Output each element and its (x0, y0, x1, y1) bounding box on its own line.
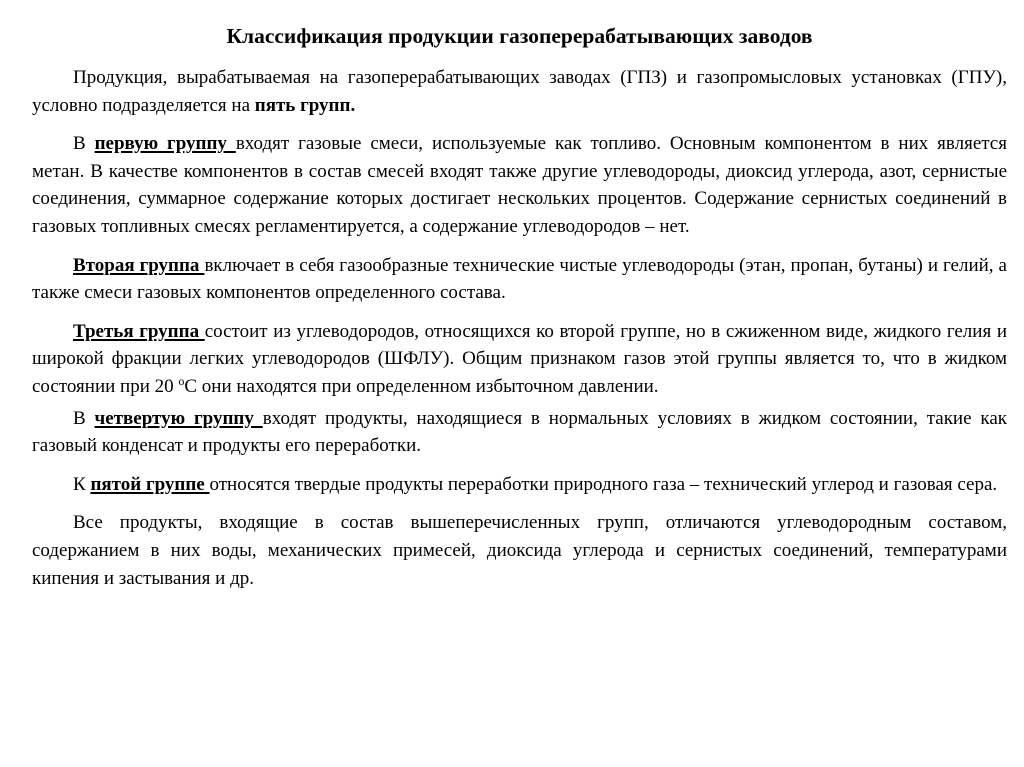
group-1-term: первую группу (94, 133, 236, 155)
group-1-text: входят газовые смеси, используемые как топливо. Основным компонентом в них является метан. В качестве компонентов в состав смесей входят также другие углеводороды, диоксид углерода, азот, сернистые соединения, суммарное содержание которых достигает нескольких процентов. Содержание сернистых соединений в газовых топливных смесях регламентируется, а содержание углеводородов – нет. (32, 133, 1007, 237)
group-1-prefix: В (73, 133, 95, 155)
summary-paragraph (32, 509, 1007, 592)
group-2-term: Вторая группа (73, 254, 205, 276)
summary-text: Все продукты, входящие в состав вышеперечисленных групп, отличаются углеводородным составом, содержанием в них воды, механических примесей, диоксида углерода и сернистых соединений, температурами кипения и застывания и др. (32, 512, 1007, 589)
group-4-prefix: В (73, 407, 95, 429)
group-5-term: пятой группе (90, 473, 210, 495)
group-3-paragraph (32, 318, 1007, 401)
group-1-paragraph (32, 130, 1007, 240)
group-4-term: четвертую группу (94, 407, 263, 429)
group-3-text: состоит из углеводородов, относящихся ко второй группе, но в сжиженном виде, жидкого гелия и широкой фракции легких углеводородов (ШФЛУ). Общим признаком газов этой группы является то, что в жидком состоянии при 20 (32, 320, 1007, 397)
group-5-prefix: К (73, 473, 91, 495)
group-4-text: входят продукты, находящиеся в нормальных условиях в жидком состоянии, такие как газовый конденсат и продукты его переработки. (32, 407, 1007, 457)
group-2-paragraph (32, 252, 1007, 307)
group-5-paragraph (32, 471, 1007, 499)
degree-sup: о (178, 373, 185, 388)
slide (32, 22, 1007, 603)
intro-paragraph (32, 64, 1007, 119)
group-2-text: включает в себя газообразные технические чистые углеводороды (этан, пропан, бутаны) и гелий, а также смеси газовых компонентов определенного состава. (32, 254, 1007, 304)
five-groups-emphasis: пять групп. (254, 94, 356, 116)
group-5-text: относятся твердые продукты переработки природного газа – технический углерод и газовая сера. (209, 473, 998, 495)
group-3-text-end: С они находятся при определенном избыточном давлении. (184, 375, 659, 397)
page-title: Классификация продукции газоперерабатывающих заводов (226, 24, 813, 48)
intro-text: Продукция, вырабатываемая на газоперерабатывающих заводах (ГПЗ) и газопромысловых установках (ГПУ), условно подразделяется на (32, 67, 1007, 116)
group-3-term: Третья группа (73, 320, 205, 342)
group-4-paragraph (32, 405, 1007, 460)
